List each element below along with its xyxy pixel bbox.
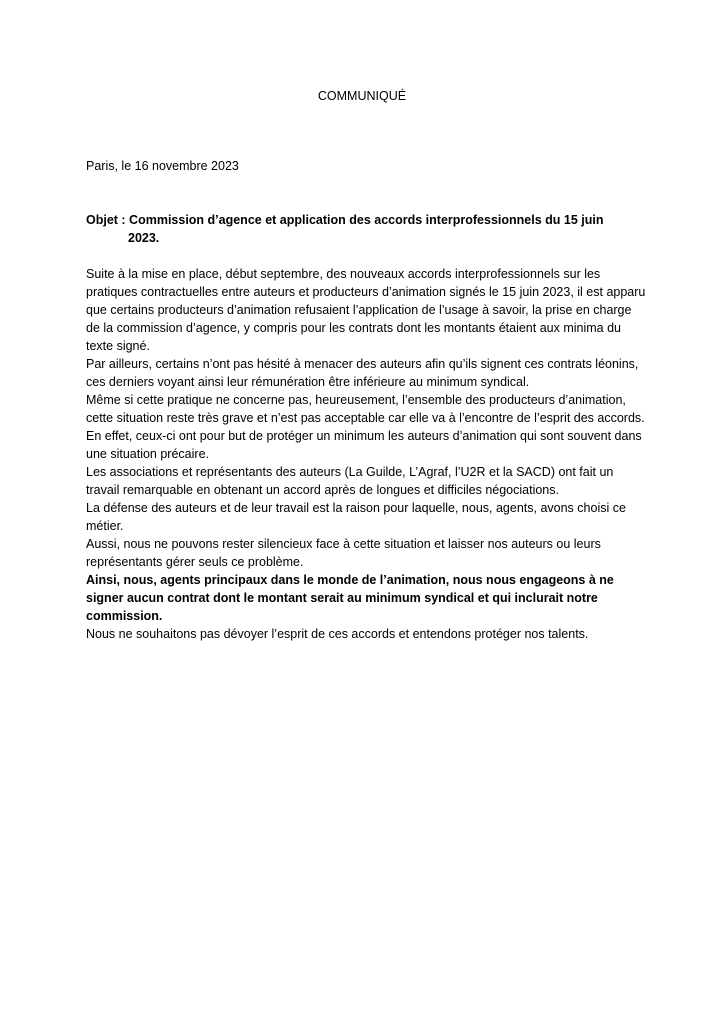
document-date: Paris, le 16 novembre 2023 <box>86 159 239 173</box>
body-paragraph: La défense des auteurs et de leur travail est la raison pour laquelle, nous, agents, avons choisi ce métier. <box>86 501 626 533</box>
body-paragraph: Même si cette pratique ne concerne pas, heureusement, l’ensemble des producteurs d’animation, cette situation reste très grave et n’est pas acceptable car elle va à l’encontre de l’esprit des accords. <box>86 393 645 425</box>
body-paragraph: En effet, ceux-ci ont pour but de protéger un minimum les auteurs d’animation qui sont souvent dans une situation précaire. <box>86 429 642 461</box>
body-paragraph: Aussi, nous ne pouvons rester silencieux face à cette situation et laisser nos auteurs ou leurs représentants gérer seuls ce problème. <box>86 537 601 569</box>
commitment-paragraph: Ainsi, nous, agents principaux dans le monde de l’animation, nous nous engageons à ne signer aucun contrat dont le montant serait au minimum syndical et qui inclurait notre commission. <box>86 573 614 623</box>
document-title: COMMUNIQUÉ <box>317 89 407 103</box>
closing-paragraph: Nous ne souhaitons pas dévoyer l’esprit de ces accords et entendons protéger nos talents. <box>86 627 589 641</box>
subject-line <box>86 211 646 247</box>
body-paragraph: Les associations et représentants des auteurs (La Guilde, L’Agraf, l’U2R et la SACD) ont fait un travail remarquable en obtenant un accord après de longues et difficiles négociations. <box>86 465 614 497</box>
body-paragraph: Par ailleurs, certains n’ont pas hésité à menacer des auteurs afin qu’ils signent ces contrats léonins, ces derniers voyant ainsi leur rémunération être inférieure au minimum syndical. <box>86 357 639 389</box>
subject-line-1: Objet : Commission d’agence et application des accords interprofessionnels du 15 juin <box>86 213 604 227</box>
document-body <box>86 265 646 643</box>
body-paragraph: Suite à la mise en place, début septembre, des nouveaux accords interprofessionnels sur les pratiques contractuelles entre auteurs et producteurs d’animation signés le 15 juin 2023, il est apparu que certains producteurs d’animation refusaient l’application de l’usage à savoir, la prise en charge de la commission d’agence, y compris pour les contrats dont les montants étaient aux minima du texte signé. <box>86 267 646 353</box>
subject-line-2: 2023. <box>128 231 160 245</box>
